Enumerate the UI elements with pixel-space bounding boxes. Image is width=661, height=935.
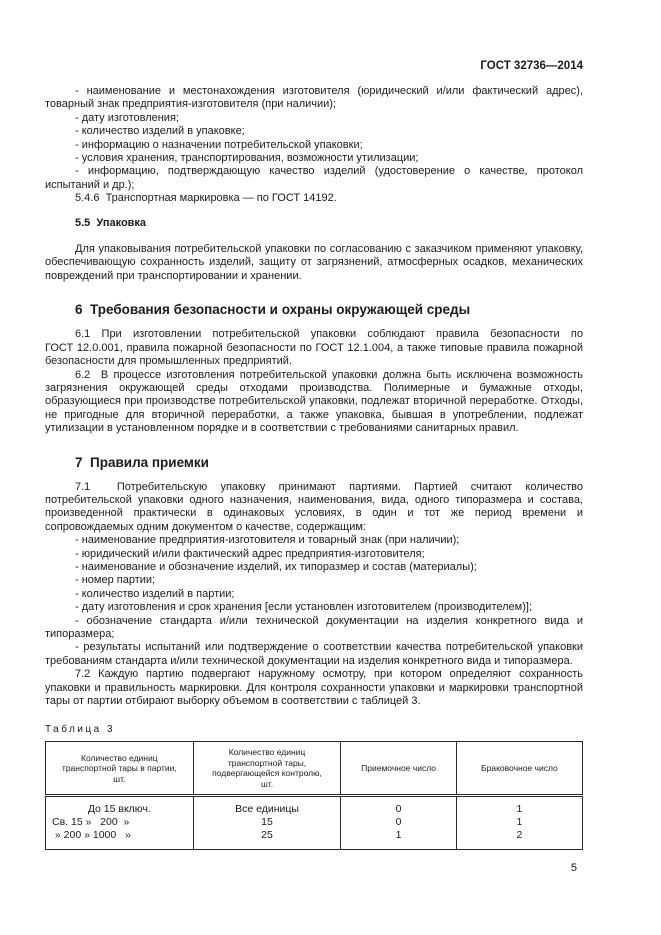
para-7-1: 7.1 Потребительскую упаковку принимают партиями. Партией считают количество потребительской упаковки одного назначения, наименования, вида, одного типоразмера и состава, произведенной практически в одинаковых условиях, в один и тот же период времени и сопровождаемых одним документом о качестве, содержащим:	[45, 480, 583, 533]
table-cell: 2	[456, 829, 582, 850]
marking-list-item: - наименование и местонахождения изготовителя (юридический и/или фактический адрес), товарный знак предприятия-изготовителя (при наличии);	[45, 85, 583, 111]
table-header-cell: Браковочное число	[456, 742, 582, 796]
batch-doc-list-item: - результаты испытаний или подтверждение о соответствии качества потребительской упаковки требованиям стандарта и/или технической документации на изделия конкретного вида и типоразмера.	[45, 641, 583, 667]
table-cell: 15	[193, 816, 341, 829]
page-number: 5	[570, 862, 577, 875]
table-cell: 1	[341, 829, 456, 850]
marking-list-item: - информацию о назначении потребительской упаковки;	[75, 138, 363, 151]
batch-doc-list-item: - наименование предприятия-изготовителя и товарный знак (при наличии);	[75, 534, 460, 547]
table-3	[45, 741, 583, 850]
marking-list-item: - информацию, подтверждающую качество изделий (удостоверение о качестве, протокол испытаний и др.);	[45, 165, 583, 191]
page-content	[45, 60, 583, 874]
marking-list-item: - количество изделий в упаковке;	[75, 125, 245, 138]
marking-list-item: - дату изготовления;	[75, 111, 179, 124]
table-header-row	[46, 742, 583, 796]
table-row	[46, 829, 583, 850]
para-6-1: 6.1 При изготовлении потребительской упаковки соблюдают правила безопасности по ГОСТ 12.0.001, правила пожарной безопасности по ГОСТ 12.1.004, а также типовые правила пожарной безопасности для промышленных предприятий.	[45, 328, 583, 368]
batch-doc-list-item: - наименование и обозначение изделий, их типоразмер и состав (материалы);	[75, 560, 477, 573]
table-header-cell: Количество единиц транспортной тары в партии, шт.	[46, 742, 194, 796]
table-header-cell: Количество единиц транспортной тары, подвергающейся контролю, шт.	[193, 742, 341, 796]
table-3-label: Таблица 3	[45, 724, 116, 736]
table-header-cell: Приемочное число	[341, 742, 456, 796]
para-6-2: 6.2 В процессе изготовления потребительской упаковки должна быть исключена возможность загрязнения окружающей среды отходами производства. Полимерные и бумажные отходы, образующиеся при производстве потребительской упаковки, подлежат вторичной переработке. Отходы, не пригодные для вторичной переработки, а также упаковка, бывшая в употреблении, подлежат утилизации в установленном порядке и в соответствии с требованиями санитарных правил.	[45, 368, 583, 435]
table-cell: Все единицы	[193, 796, 341, 817]
para-5-5: Для упаковывания потребительской упаковки по согласованию с заказчиком применяют упаковку, обеспечивающую сохранность изделий, защиту от загрязнений, атмосферных осадков, механических повреждений при транспортировании и хранении.	[45, 243, 583, 282]
para-7-2: 7.2 Каждую партию подвергают наружному осмотру, при котором определяют сохранность упаковки и правильность маркировки. Для контроля сохранности упаковки и маркировки транспортной тары от партии отбирают выборку объемом в соответствии с таблицей 3.	[45, 668, 583, 708]
table-row	[46, 796, 583, 817]
batch-doc-list-item: - дату изготовления и срок хранения [если установлен изготовителем (производителем)];	[75, 601, 532, 614]
clause-5-4-6: 5.4.6 Транспортная маркировка — по ГОСТ 14192.	[75, 192, 337, 205]
table-cell: 25	[193, 829, 341, 850]
section-7-title: 7 Правила приемки	[75, 454, 209, 470]
table-row	[46, 816, 583, 829]
batch-doc-list-item: - номер партии;	[75, 574, 156, 587]
running-header: ГОСТ 32736—2014	[480, 60, 583, 72]
batch-doc-list-item: - обозначение стандарта и/или технической документации на изделия конкретного вида и типоразмера;	[45, 614, 583, 640]
batch-doc-list-item: - количество изделий в партии;	[75, 587, 235, 600]
table-cell: » 200 » 1000 »	[46, 829, 194, 850]
section-6-title: 6 Требования безопасности и охраны окружающей среды	[75, 302, 471, 318]
table-cell: До 15 включ.	[46, 796, 194, 817]
table-cell: 1	[456, 816, 582, 829]
table-cell: 0	[341, 796, 456, 817]
table-cell: 0	[341, 816, 456, 829]
heading-5-5: 5.5 Упаковка	[75, 216, 147, 229]
table-cell: Св. 15 » 200 »	[46, 816, 194, 829]
batch-doc-list-item: - юридический и/или фактический адрес предприятия-изготовителя;	[75, 547, 425, 560]
marking-list-item: - условия хранения, транспортирования, возможности утилизации;	[75, 152, 419, 165]
table-cell: 1	[456, 796, 582, 817]
